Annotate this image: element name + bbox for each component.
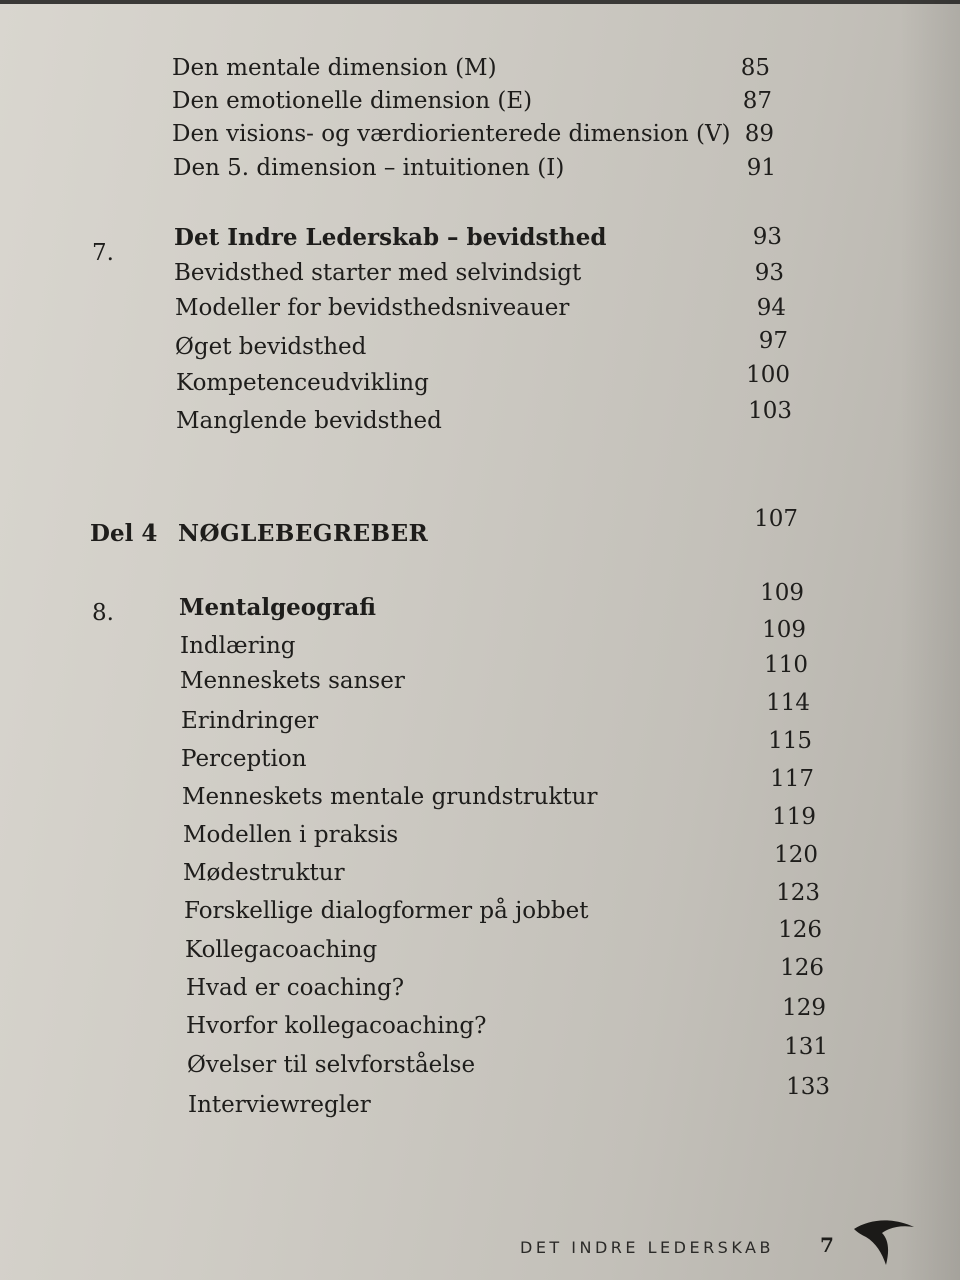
toc-entry-title: Mødestruktur [183,860,345,886]
toc-entry-page: 103 [748,398,792,424]
toc-entry-page: 117 [770,766,814,792]
toc-part-label: Del 4 [90,520,158,547]
toc-entry-page: 94 [756,295,786,321]
toc-entry-page: 129 [782,995,826,1021]
toc-entry-title: Hvorfor kollegacoaching? [186,1013,487,1039]
toc-entry-title: Interviewregler [188,1092,371,1118]
toc-entry-page: 109 [762,617,806,643]
toc-entry [0,121,960,157]
toc-entry [0,398,960,444]
toc-entry [0,155,960,191]
toc-entry [0,690,960,744]
toc-entry [0,652,960,704]
toc-entry-page: 85 [740,55,770,81]
toc-entry-title: Menneskets sanser [180,668,405,694]
toc-entry-title: Modeller for bevidsthedsniveauer [175,295,570,321]
toc-entry-title: Modellen i praksis [183,822,399,848]
toc-entry-page: 89 [744,121,774,147]
toc-entry-page: 133 [786,1074,830,1100]
toc-entry-page: 123 [776,880,820,906]
toc-entry-title: Den visions- og værdiorienterede dimension (V) [172,121,731,147]
toc-entry-page: 93 [754,260,784,286]
toc-chapter-title: Mentalgeografi [179,594,376,621]
toc-entry-page: 114 [766,690,810,716]
toc-chapter-page: 109 [760,580,804,606]
toc-entry-title: Bevidsthed starter med selvindsigt [174,260,582,286]
toc-entry-title: Forskellige dialogformer på jobbet [184,898,589,924]
toc-entry [0,328,960,370]
toc-entry-title: Den mentale dimension (M) [172,55,497,81]
toc-entry-page: 87 [742,88,772,114]
toc-entry-title: Kollegacoaching [185,937,378,963]
toc-entry-title: Manglende bevidsthed [176,408,442,434]
toc-entry-page: 97 [758,328,788,354]
toc-entry [0,617,960,669]
bird-logo-icon [852,1215,922,1275]
toc-chapter-heading [0,580,960,630]
page-top-edge [0,0,960,4]
toc-part-heading [0,506,960,556]
toc-chapter-heading [0,224,960,266]
running-title: DET INDRE LEDERSKAB [520,1238,774,1257]
toc-entry [0,295,960,331]
toc-entry [0,362,960,406]
toc-entry-page: 110 [764,652,808,678]
toc-part-title: NØGLEBEGREBER [178,520,429,547]
toc-chapter-page: 93 [752,224,782,250]
toc-entry-page: 115 [768,728,812,754]
toc-entry-title: Øget bevidsthed [175,334,367,360]
toc-entry-page: 119 [772,804,816,830]
toc-entry [0,260,960,296]
toc-entry-page: 120 [774,842,818,868]
toc-entry-page: 126 [780,955,824,981]
page-number: 7 [820,1233,834,1257]
toc-entry [0,766,960,820]
toc-entry-title: Den 5. dimension – intuitionen (I) [173,155,565,181]
toc-chapter-number: 8. [92,600,114,626]
toc-entry-title: Øvelser til selvforståelse [187,1052,476,1078]
toc-part-page: 107 [754,506,798,532]
toc-entry-page: 100 [746,362,790,388]
toc-entry-title: Hvad er coaching? [186,975,405,1001]
toc-entry-page: 126 [778,917,822,943]
toc-entry-title: Kompetenceudvikling [176,370,429,396]
toc-chapter-title: Det Indre Lederskab – bevidsthed [174,224,607,251]
toc-entry [0,1074,960,1128]
toc-entry [0,728,960,782]
toc-entry-title: Erindringer [181,708,319,734]
toc-entry-page: 91 [746,155,776,181]
toc-entry [0,55,960,91]
toc-entry-title: Den emotionelle dimension (E) [172,88,533,114]
toc-entry-title: Menneskets mentale grundstruktur [182,784,598,810]
toc-entry-page: 131 [784,1034,828,1060]
toc-entry [0,88,960,124]
toc-entry-title: Indlæring [180,633,296,659]
toc-chapter-number: 7. [92,240,114,266]
toc-entry-title: Perception [181,746,307,772]
